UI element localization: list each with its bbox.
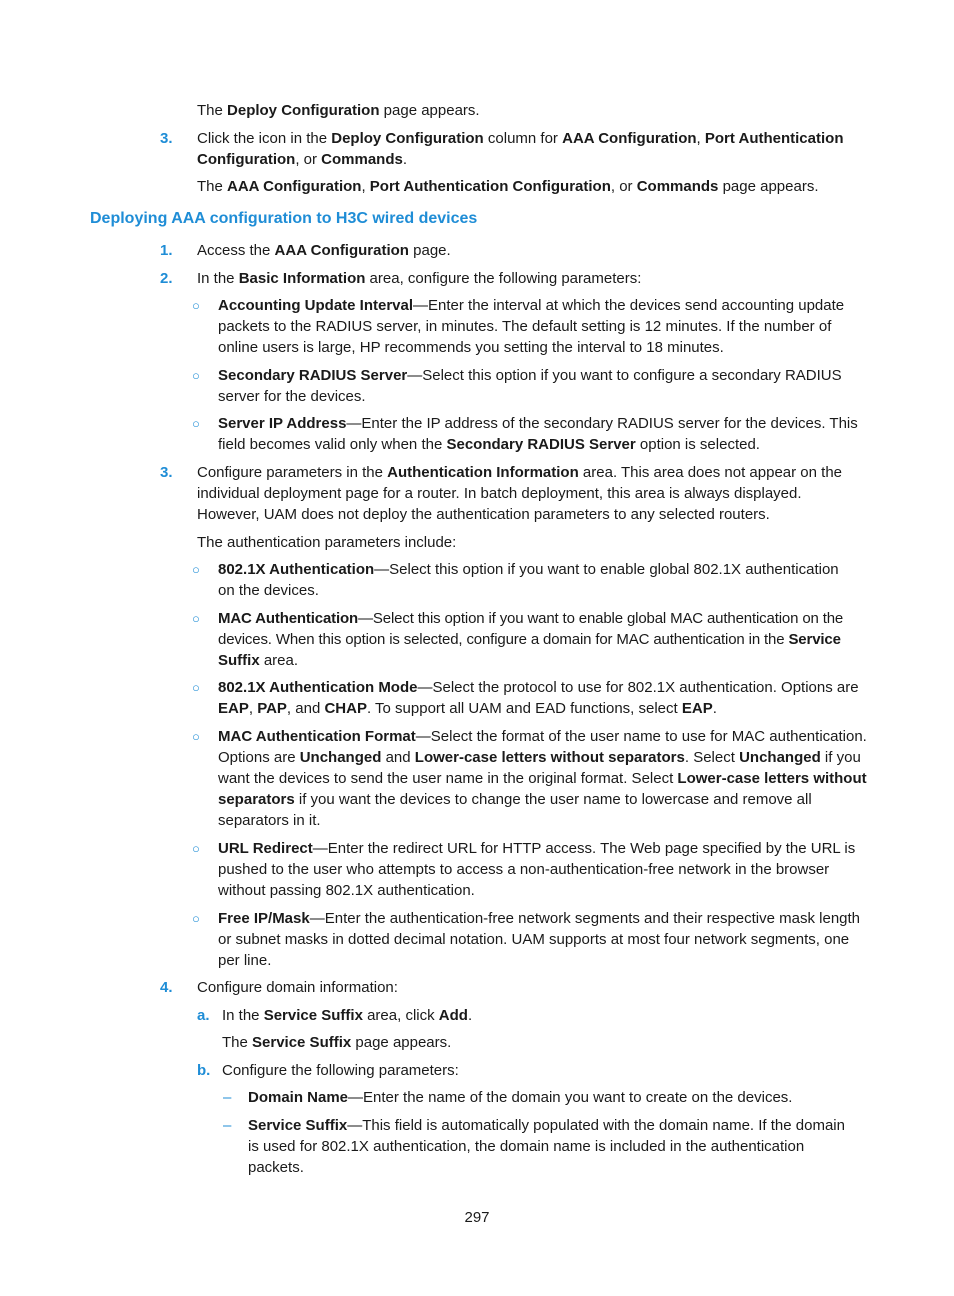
paragraph-line: In the Basic Information area, configure the following parameters:: [197, 270, 642, 287]
bullet-icon: ○: [192, 611, 200, 626]
paragraph-line: URL Redirect—Enter the redirect URL for HTTP access. The Web page specified by the URL is: [218, 840, 856, 857]
paragraph-line: Configure parameters in the Authentication Information area. This area does not appear on the: [197, 464, 843, 481]
paragraph-line: The AAA Configuration, Port Authentication Configuration, or Commands page appears.: [197, 178, 819, 195]
page-number: 297: [464, 1209, 490, 1226]
paragraph-line: packets to the RADIUS server, in minutes. The default setting is 12 minutes. If the number of: [218, 318, 832, 335]
bullet-icon: ○: [192, 680, 200, 695]
paragraph-line: server for the devices.: [218, 388, 366, 405]
bullet-icon: ○: [192, 368, 200, 383]
paragraph-line: separators in it.: [218, 812, 321, 829]
paragraph-line: per line.: [218, 952, 272, 969]
step-number: 3.: [160, 130, 173, 147]
bullet-icon: ○: [192, 298, 200, 313]
paragraph-line: Server IP Address—Enter the IP address of the secondary RADIUS server for the devices. This: [218, 415, 858, 432]
bullet-icon: ○: [192, 416, 200, 431]
paragraph-line: Service Suffix—This field is automatically populated with the domain name. If the domain: [248, 1117, 845, 1134]
paragraph-line: Configure domain information:: [197, 979, 398, 996]
dash-bullet-icon: –: [223, 1089, 232, 1106]
paragraph-line: Click the icon in the Deploy Configuration column for AAA Configuration, Port Authentication: [197, 130, 844, 147]
paragraph-line: Secondary RADIUS Server—Select this option if you want to configure a secondary RADIUS: [218, 367, 842, 384]
paragraph-line: individual deployment page for a router. In batch deployment, this area is always displayed.: [197, 485, 802, 502]
paragraph-line: pushed to the user who attempts to access a non-authentication-free network in the browser: [218, 861, 830, 878]
paragraph-line: Options are Unchanged and Lower-case letters without separators. Select Unchanged if you: [218, 749, 861, 766]
substep-label: a.: [197, 1007, 210, 1024]
step-number: 4.: [160, 979, 173, 996]
paragraph-line: or subnet masks in dotted decimal notation. UAM supports at most four network segments, one: [218, 931, 850, 948]
paragraph-line: The Deploy Configuration page appears.: [197, 102, 480, 119]
paragraph-line: Domain Name—Enter the name of the domain you want to create on the devices.: [248, 1089, 793, 1106]
paragraph-line: Configure the following parameters:: [222, 1062, 459, 1079]
paragraph-line: Access the AAA Configuration page.: [197, 242, 451, 259]
paragraph-line: without passing 802.1X authentication.: [218, 882, 475, 899]
paragraph-line: on the devices.: [218, 582, 319, 599]
bullet-icon: ○: [192, 911, 200, 926]
paragraph-line: Free IP/Mask—Enter the authentication-free network segments and their respective mask length: [218, 910, 861, 927]
paragraph-line: The Service Suffix page appears.: [222, 1034, 452, 1051]
bullet-icon: ○: [192, 841, 200, 856]
step-number: 2.: [160, 270, 173, 287]
paragraph-line: Accounting Update Interval—Enter the interval at which the devices send accounting update: [218, 297, 845, 314]
paragraph-line: field becomes valid only when the Secondary RADIUS Server option is selected.: [218, 436, 760, 453]
paragraph-line: Suffix area.: [218, 652, 299, 669]
bullet-icon: ○: [192, 562, 200, 577]
step-number: 1.: [160, 242, 173, 259]
paragraph-line: MAC Authentication—Select this option if you want to enable global MAC authentication on the: [218, 610, 844, 627]
substep-label: b.: [197, 1062, 211, 1079]
paragraph-line: However, UAM does not deploy the authentication parameters to any selected routers.: [197, 506, 770, 523]
paragraph-line: 802.1X Authentication—Select this option if you want to enable global 802.1X authentication: [218, 561, 839, 578]
paragraph-line: online users is large, HP recommends you setting the interval to 18 minutes.: [218, 339, 724, 356]
section-heading: Deploying AAA configuration to H3C wired devices: [90, 210, 478, 227]
step-number: 3.: [160, 464, 173, 481]
paragraph-line: Configuration, or Commands.: [197, 151, 408, 168]
paragraph-line: 802.1X Authentication Mode—Select the protocol to use for 802.1X authentication. Options are: [218, 679, 859, 696]
paragraph-line: is used for 802.1X authentication, the domain name is included in the authentication: [248, 1138, 805, 1155]
paragraph-line: packets.: [248, 1159, 304, 1176]
paragraph-line: In the Service Suffix area, click Add.: [222, 1007, 473, 1024]
paragraph-line: devices. When this option is selected, configure a domain for MAC authentication in the Service: [218, 631, 841, 648]
dash-bullet-icon: –: [223, 1117, 232, 1134]
paragraph-line: separators if you want the devices to change the user name to lowercase and remove all: [218, 791, 812, 808]
bullet-icon: ○: [192, 729, 200, 744]
paragraph-line: MAC Authentication Format—Select the format of the user name to use for MAC authentication.: [218, 728, 867, 745]
paragraph-line: EAP, PAP, and CHAP. To support all UAM and EAD functions, select EAP.: [218, 700, 717, 717]
paragraph-line: The authentication parameters include:: [197, 534, 457, 551]
paragraph-line: want the devices to send the user name in the original format. Select Lower-case letters without: [218, 770, 867, 787]
